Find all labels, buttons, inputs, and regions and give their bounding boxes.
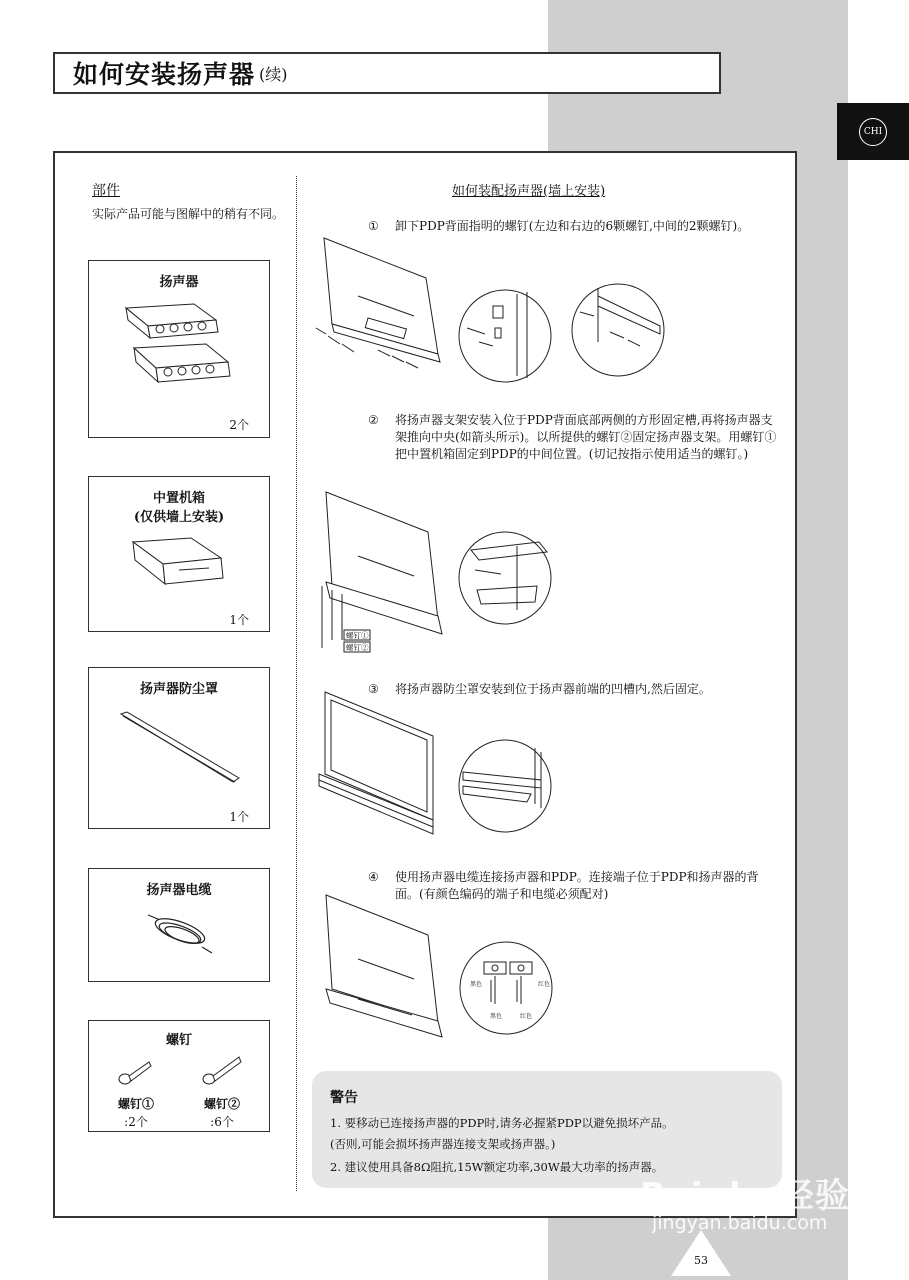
center-box-illustration [129, 532, 229, 592]
label-black-left: 黑色 [470, 981, 483, 988]
part-cable-title: 扬声器电缆 [146, 883, 212, 898]
step-4-text: 使用扬声器电缆连接扬声器和PDP。连接端子位于PDP和扬声器的背面。(有颜色编码的端子和电缆必须配对) [395, 870, 759, 901]
part-speaker-cable [88, 868, 270, 982]
page-title: 如何安装扬声器 [73, 60, 256, 89]
warning-item-2: 2. 建议使用具备8Ω阻抗,15W额定功率,30W最大功率的扬声器。 [330, 1160, 664, 1174]
dust-cover-illustration [119, 708, 244, 788]
warning-item-1: 1. 要移动已连接扬声器的PDP时,请务必握紧PDP以避免损坏产品。 [330, 1116, 674, 1130]
step-2-text: 将扬声器支架安装入位于PDP背面底部两侧的方形固定槽,再将扬声器支架推向中央(如箭头所示)。以所提供的螺钉②固定扬声器支架。用螺钉①把中置机箱固定到PDP的中间位置。(切记按指示使用适当的螺钉。) [395, 413, 777, 461]
callout-screw-1: 螺钉① [346, 631, 369, 640]
parts-note: 实际产品可能与图解中的稍有不同。 [92, 207, 285, 221]
part-screws [88, 1020, 270, 1132]
screw-2-qty: :6个 [210, 1115, 234, 1129]
step-3-number: ③ [368, 682, 379, 696]
parts-heading: 部件 [92, 183, 120, 199]
step-2-detail [457, 530, 557, 630]
warning-item-1-note: (否则,可能会损坏扬声器连接支架或扬声器。) [330, 1137, 556, 1151]
label-red-right: 红色 [538, 981, 551, 988]
screw-1-icon [117, 1057, 157, 1087]
page-number: 53 [694, 1254, 708, 1267]
cable-illustration [144, 909, 219, 959]
part-center-qty: 1个 [229, 613, 249, 627]
step-1-pdp-illustration [318, 236, 448, 376]
warning-title: 警告 [330, 1090, 358, 1106]
part-dust-cover-qty: 1个 [229, 810, 249, 824]
page-title-suffix: (续) [259, 64, 288, 84]
step-4-number: ④ [368, 870, 379, 884]
step-4-pdp-illustration [318, 893, 446, 1038]
part-speakers-qty: 2个 [229, 418, 249, 432]
screw-1-label: 螺钉① [117, 1097, 154, 1111]
step-3-detail [457, 738, 557, 838]
assembly-heading: 如何装配扬声器(墙上安装) [452, 184, 606, 199]
screw-1-qty: :2个 [124, 1115, 148, 1129]
step-1-number: ① [368, 219, 379, 233]
part-center-title: 中置机箱 [152, 491, 205, 506]
column-divider [296, 176, 297, 1191]
part-dust-cover [88, 667, 270, 829]
step-1-text: 卸下PDP背面指明的螺钉(左边和右边的6颗螺钉,中间的2颗螺钉)。 [395, 219, 750, 233]
screw-2-label: 螺钉② [203, 1097, 240, 1111]
callout-screw-2: 螺钉② [346, 643, 369, 652]
speaker-illustration [124, 296, 234, 406]
part-speakers-title: 扬声器 [159, 275, 199, 290]
part-screws-title: 螺钉 [165, 1033, 192, 1048]
label-red-bottom: 红色 [520, 1013, 533, 1020]
step-1-detail-left [457, 288, 557, 388]
label-black-bottom: 黑色 [490, 1013, 503, 1020]
screw-2-icon [201, 1053, 246, 1087]
part-dust-cover-title: 扬声器防尘罩 [139, 682, 218, 697]
page-title-box [53, 52, 721, 94]
watermark-logo: Bai du 经验 [640, 1176, 850, 1216]
part-speakers [88, 260, 270, 438]
step-4-connector-detail [458, 940, 558, 1040]
step-3-pdp-illustration [315, 690, 440, 835]
step-3-text: 将扬声器防尘罩安装到位于扬声器前端的凹槽内,然后固定。 [395, 682, 711, 696]
language-tab [837, 103, 909, 160]
page-number-marker [671, 1230, 731, 1276]
watermark-url: jingyan.baidu.com [652, 1212, 828, 1234]
step-1-detail-right [570, 282, 668, 380]
step-2-number: ② [368, 413, 379, 427]
part-center-box [88, 476, 270, 632]
part-center-subtitle: (仅供墙上安装) [133, 510, 225, 525]
step-2-pdp-illustration [318, 490, 446, 655]
language-tab-label: CHI [859, 118, 887, 146]
